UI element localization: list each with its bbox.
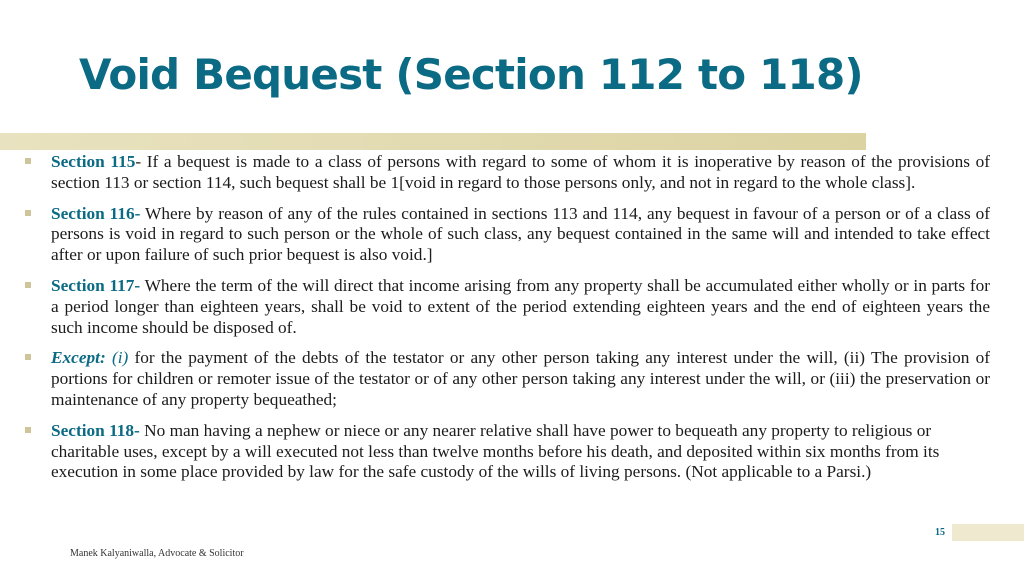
square-bullet-icon xyxy=(25,158,31,164)
list-item-section-118 xyxy=(25,421,990,483)
item-heading: Except: xyxy=(51,348,106,368)
list-item-section-115 xyxy=(25,152,990,194)
list-item-section-117 xyxy=(25,276,990,338)
item-text: for the payment of the debts of the testator or any other person taking any interest under the will, (ii) The provision of portions for children or remoter issue of the testator or of any other person taking any interest under the will, or (iii) the preservation or maintenance of any property bequeathed; xyxy=(51,348,990,409)
square-bullet-icon xyxy=(25,210,31,216)
item-subheading: (i) xyxy=(105,348,129,368)
footer-author: Manek Kalyaniwalla, Advocate & Solicitor xyxy=(70,548,244,559)
page-number: 15 xyxy=(935,527,945,538)
square-bullet-icon xyxy=(25,282,31,288)
title-divider-bar xyxy=(0,133,866,150)
item-heading: Section 118- xyxy=(51,420,140,440)
page-number-tab xyxy=(952,524,1024,541)
item-text: Where the term of the will direct that income arising from any property shall be accumulated either wholly or in parts for a period longer than eighteen years, shall be void to extent of the period extending eighteen years and the end of eighteen years the such income should be disposed of. xyxy=(51,275,990,337)
item-heading: Section 116- xyxy=(51,203,141,223)
item-heading: Section 117- xyxy=(51,275,141,295)
list-item-section-116 xyxy=(25,204,990,266)
item-text: - If a bequest is made to a class of persons with regard to some of whom it is inoperative by reason of the provisions of section 113 or section 114, such bequest shall be 1[void in regard to those persons only, and not in regard to the whole class]. xyxy=(51,152,990,192)
list-item-except xyxy=(25,348,990,410)
item-text: Where by reason of any of the rules contained in sections 113 and 114, any bequest in favour of a person or of a class of persons is void in regard to such person or the whole of such class, any bequest contained in the same will and intended to take effect after or upon failure of such prior bequest is also void.] xyxy=(51,203,990,265)
slide-title: Void Bequest (Section 112 to 118) xyxy=(79,50,863,99)
section-list xyxy=(25,152,990,493)
item-heading: Section 115 xyxy=(51,152,136,171)
item-text: No man having a nephew or niece or any nearer relative shall have power to bequeath any property to religious or charitable uses, except by a will executed not less than twelve months before his death, and deposited within six months from its execution in some place provided by law for the safe custody of the wills of living persons. (Not applicable to a Parsi.) xyxy=(51,420,940,482)
square-bullet-icon xyxy=(25,427,31,433)
square-bullet-icon xyxy=(25,354,31,360)
